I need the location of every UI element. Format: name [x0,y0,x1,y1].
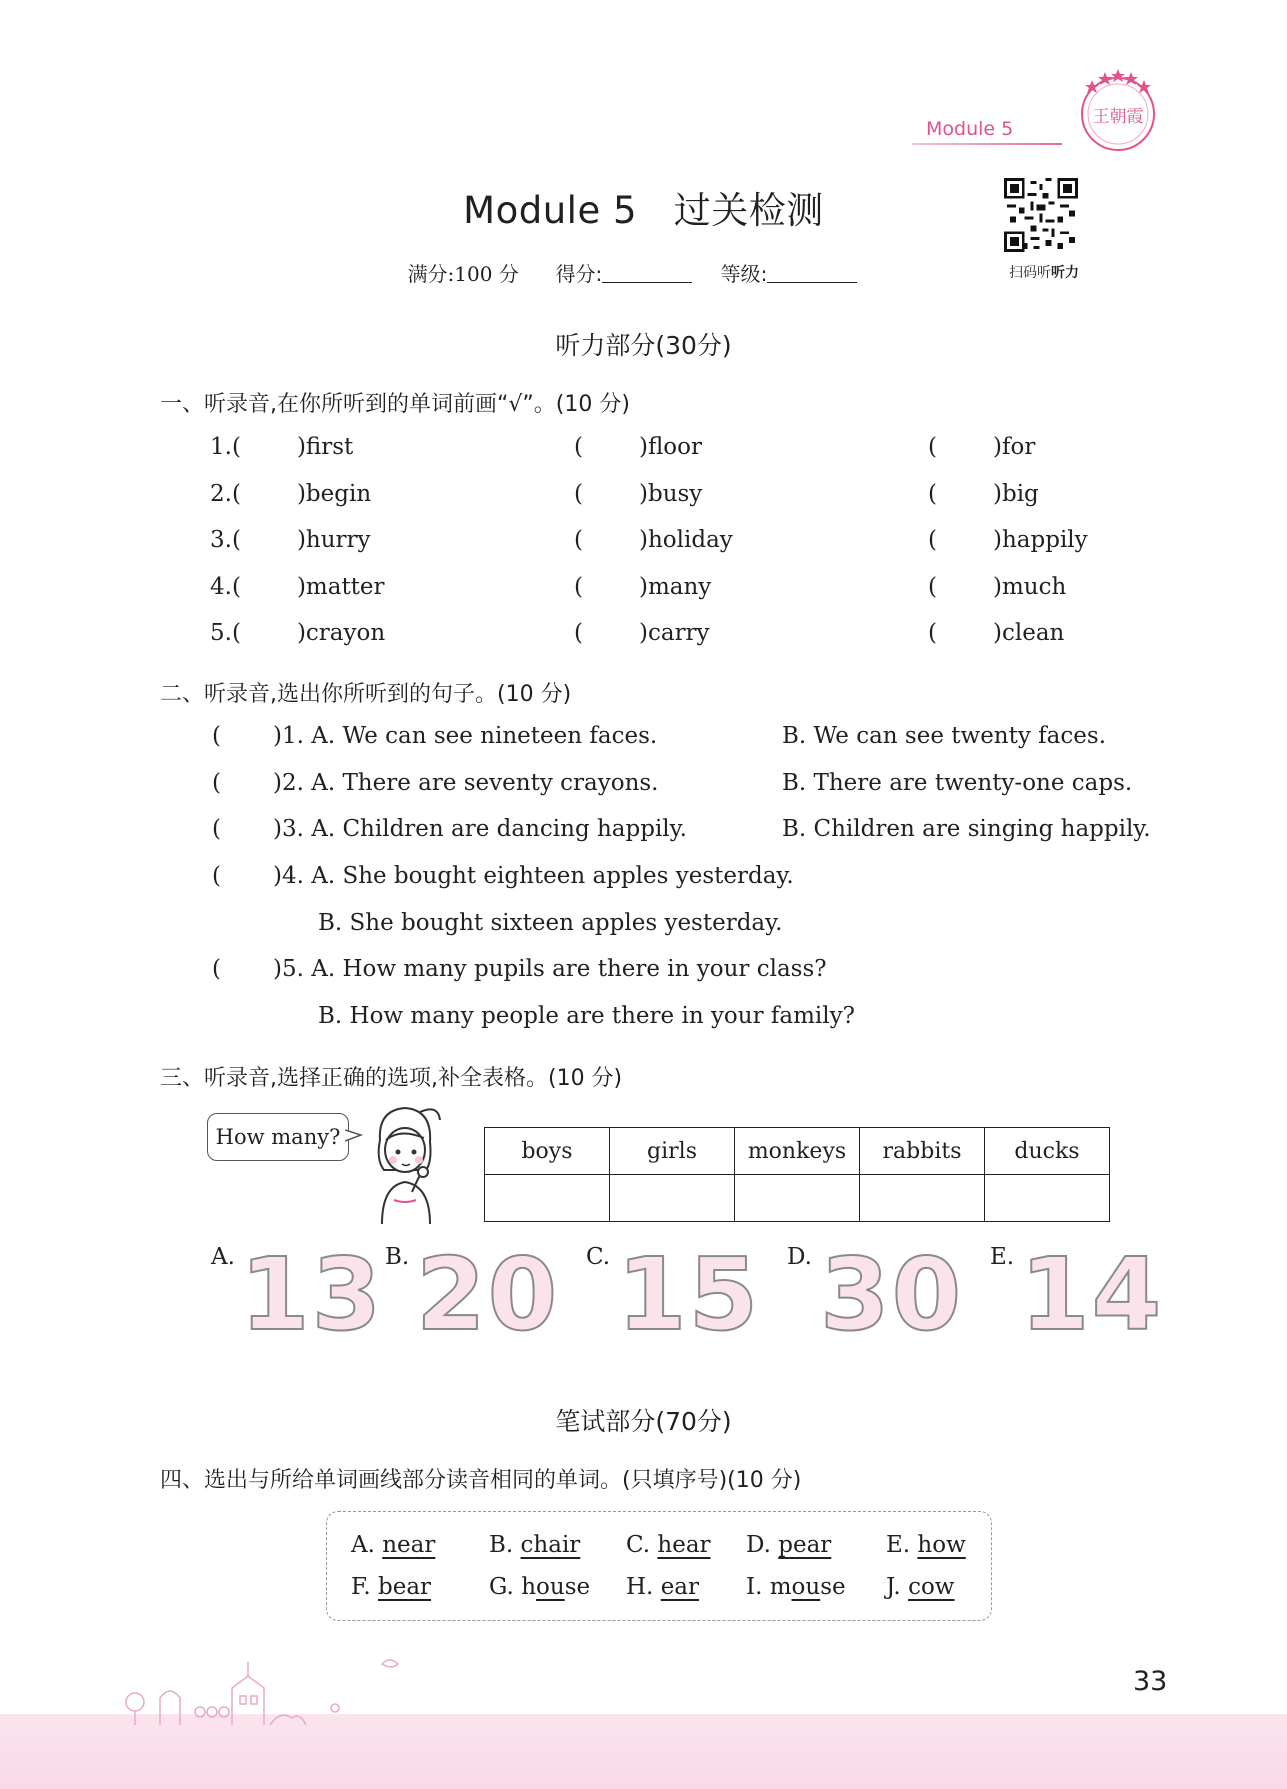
q2-heading: 二、听录音,选出你所听到的句子。(10 分) [160,682,572,707]
page-number: 33 [1133,1666,1168,1697]
table-answer-row [485,1175,1110,1222]
answer-cell[interactable] [610,1175,735,1222]
q1-option: ( )many [574,574,712,600]
q1-option: ( )clean [928,620,1065,646]
q1-heading: 一、听录音,在你所听到的单词前画“√”。(10 分) [160,392,630,417]
page-title: Module 5 过关检测 [463,189,824,232]
module-tag: Module 5 [926,118,1014,140]
option-number: 30 [820,1236,964,1353]
full-mark: 满分:100 分 [407,262,519,286]
option-letter: E. [990,1244,1015,1270]
answer-cell[interactable] [485,1175,610,1222]
word-option: H. ear [626,1574,700,1600]
option-number: 15 [617,1236,761,1353]
q2-option-a: ( )2. A. There are seventy crayons. [212,770,659,796]
word-option: B. chair [489,1532,581,1558]
table-header-cell: rabbits [860,1128,985,1175]
q1-row: 2.( )begin [210,481,372,507]
q1-option: ( )floor [574,434,702,460]
word-option: C. hear [626,1532,711,1558]
word-option: G. house [489,1574,591,1600]
q1-option: ( )much [928,574,1067,600]
score-label: 得分: [555,262,603,286]
publisher-logo [1072,64,1164,156]
word-option: E. how [886,1532,966,1558]
q2-option-b: B. How many people are there in your family? [318,1003,855,1029]
option-number: 20 [416,1236,560,1353]
q1-row: 1.( )first [210,434,354,460]
q1-option: ( )busy [574,481,703,507]
q1-row: 3.( )hurry [210,527,371,553]
word-option: F. bear [351,1574,432,1600]
logo-text: 王朝霞 [1092,107,1144,127]
q1-option: ( )for [928,434,1036,460]
option-number: 13 [240,1236,384,1353]
option-letter: A. [211,1244,235,1270]
word-bank [326,1511,992,1621]
q1-option: ( )happily [928,527,1088,553]
table-header-cell: girls [610,1128,735,1175]
table-header-row [485,1128,1110,1175]
q1-option: ( )big [928,481,1039,507]
footer-decoration [120,1640,420,1730]
option-letter: B. [385,1244,410,1270]
q2-option-a: ( )4. A. She bought eighteen apples yesterday. [212,863,794,889]
q2-option-b: B. There are twenty-one caps. [782,770,1133,796]
speech-bubble: How many? [207,1113,349,1161]
grade-label: 等级: [720,262,768,286]
q4-heading: 四、选出与所给单词画线部分读音相同的单词。(只填序号)(10 分) [160,1468,802,1493]
q1-row: 4.( )matter [210,574,385,600]
word-option: I. mouse [746,1574,846,1600]
q2-option-b: B. Children are singing happily. [782,816,1151,842]
option-number: 14 [1020,1236,1164,1353]
q1-option: ( )carry [574,620,710,646]
q2-option-a: ( )1. A. We can see nineteen faces. [212,723,658,749]
table-header-cell: ducks [985,1128,1110,1175]
grade-blank[interactable] [767,264,857,283]
q1-option: ( )holiday [574,527,733,553]
qr-code[interactable] [1004,178,1078,252]
option-letter: C. [586,1244,611,1270]
q3-heading: 三、听录音,选择正确的选项,补全表格。(10 分) [160,1066,623,1091]
word-option: J. cow [886,1574,955,1600]
option-letter: D. [787,1244,812,1270]
girl-illustration [360,1100,450,1225]
q2-option-b: B. We can see twenty faces. [782,723,1106,749]
q2-option-b: B. She bought sixteen apples yesterday. [318,910,783,936]
table-header-cell: boys [485,1128,610,1175]
qr-caption: 扫码听听力 [1009,265,1079,281]
answer-cell[interactable] [735,1175,860,1222]
q2-option-a: ( )5. A. How many pupils are there in your class? [212,956,827,982]
writing-heading: 笔试部分(70分) [555,1407,732,1436]
count-table [484,1127,1110,1222]
answer-cell[interactable] [985,1175,1110,1222]
q1-row: 5.( )crayon [210,620,386,646]
score-blank[interactable] [602,264,692,283]
answer-cell[interactable] [860,1175,985,1222]
listening-heading: 听力部分(30分) [555,331,732,360]
header-rule [912,143,1062,145]
word-option: D. pear [746,1532,832,1558]
word-option: A. near [351,1532,436,1558]
q2-option-a: ( )3. A. Children are dancing happily. [212,816,687,842]
table-header-cell: monkeys [735,1128,860,1175]
score-line [0,258,1287,287]
